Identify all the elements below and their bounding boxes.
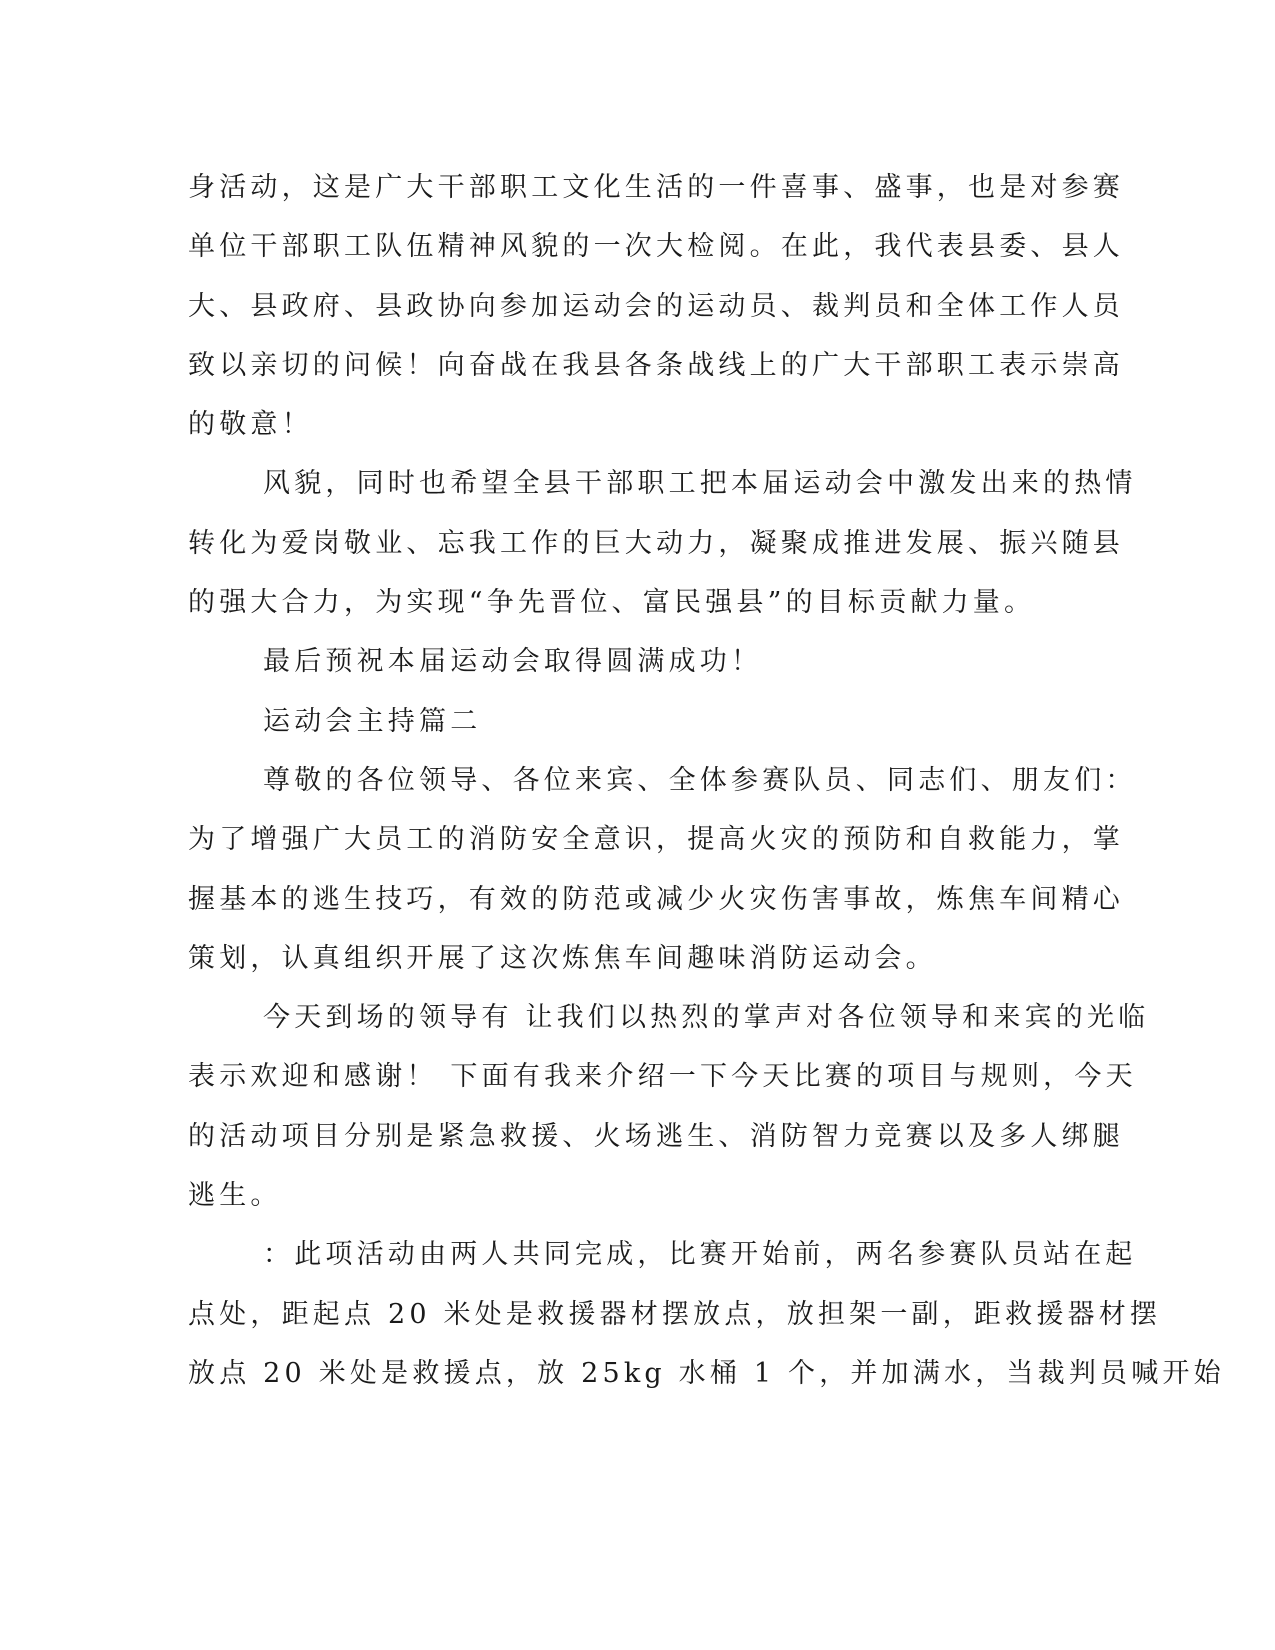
text-line: 点处，距起点 20 米处是救援器材摆放点，放担架一副，距救援器材摆 — [188, 1298, 1162, 1330]
text-line: 的活动项目分别是紧急救援、火场逃生、消防智力竞赛以及多人绑腿 — [188, 1120, 1124, 1152]
section-heading: 运动会主持篇二 — [263, 705, 482, 737]
text-line: 最后预祝本届运动会取得圆满成功！ — [263, 646, 763, 678]
text-line: 单位干部职工队伍精神风貌的一次大检阅。在此，我代表县委、县人 — [188, 231, 1124, 263]
text-line: 为了增强广大员工的消防安全意识，提高火灾的预防和自救能力，掌 — [188, 824, 1124, 856]
text-line: 握基本的逃生技巧，有效的防范或减少火灾伤害事故，炼焦车间精心 — [188, 883, 1124, 915]
text-line: 致以亲切的问候！向奋战在我县各条战线上的广大干部职工表示崇高 — [188, 349, 1124, 381]
document-body — [188, 158, 1225, 1403]
text-line: 转化为爱岗敬业、忘我工作的巨大动力，凝聚成推进发展、振兴随县 — [188, 527, 1124, 559]
text-line: 表示欢迎和感谢！ 下面有我来介绍一下今天比赛的项目与规则，今天 — [188, 1061, 1137, 1093]
text-line: 身活动，这是广大干部职工文化生活的一件喜事、盛事，也是对参赛 — [188, 172, 1124, 203]
text-line: 逃生。 — [188, 1180, 282, 1212]
text-line: 风貌，同时也希望全县干部职工把本届运动会中激发出来的热情 — [263, 468, 1137, 500]
text-line: 今天到场的领导有 让我们以热烈的掌声对各位领导和来宾的光临 — [263, 1002, 1150, 1034]
text-line: 的强大合力，为实现“争先晋位、富民强县”的目标贡献力量。 — [188, 587, 1036, 619]
text-line: 的敬意！ — [188, 409, 313, 441]
text-line: ：此项活动由两人共同完成，比赛开始前，两名参赛队员站在起 — [263, 1239, 1137, 1271]
text-line: 放点 20 米处是救援点，放 25kg 水桶 1 个，并加满水，当裁判员喊开始 — [188, 1357, 1225, 1389]
salutation-line: 尊敬的各位领导、各位来宾、全体参赛队员、同志们、朋友们： — [263, 764, 1137, 796]
text-line: 策划，认真组织开展了这次炼焦车间趣味消防运动会。 — [188, 942, 937, 974]
text-line: 大、县政府、县政协向参加运动会的运动员、裁判员和全体工作人员 — [188, 290, 1124, 322]
